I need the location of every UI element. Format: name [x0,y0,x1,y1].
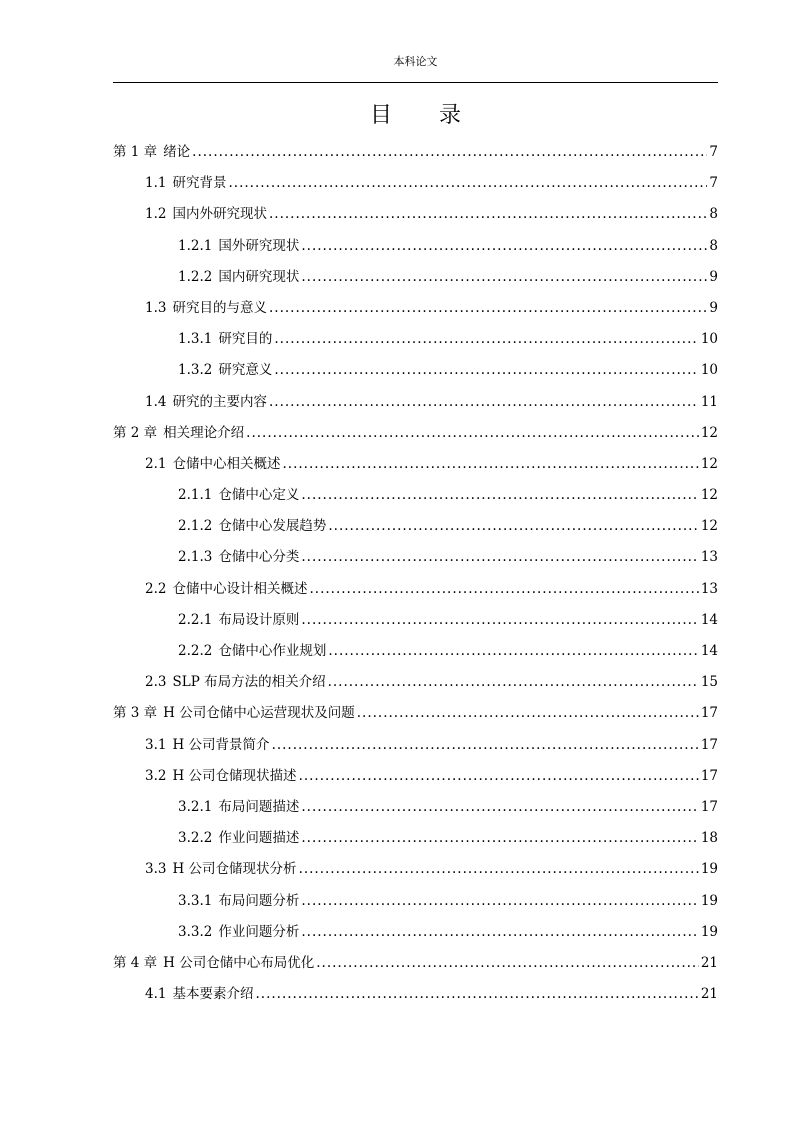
dot-leader [357,698,699,729]
toc-entry-page-number: 9 [709,299,718,316]
toc-entry-number: 2.1.1 [178,487,213,504]
toc-entry-title: SLP 布局方法的相关介绍 [172,674,326,691]
toc-entry-title: 绪论 [163,144,191,160]
toc-entry-title: 国内外研究现状 [172,206,267,223]
toc-entry-title: 研究目的 [218,331,273,348]
toc-entry-title: 布局设计原则 [218,611,300,628]
toc-entry-page-number: 21 [700,954,718,971]
toc-entry-title: 研究的主要内容 [172,393,267,410]
toc-entry-number: 3.3 [145,861,167,878]
dot-leader [328,636,698,667]
toc-entry-title: 基本要素介绍 [172,986,254,1003]
toc-title: 目 录 [370,103,481,128]
toc-entry-number: 3.2 [145,767,167,784]
dot-leader [301,231,707,262]
toc-entry-title: 国内研究现状 [218,268,300,285]
toc-entry-page-number: 12 [700,518,718,535]
toc-entry-page-number: 17 [700,736,718,753]
toc-entry-page-number: 15 [700,674,718,691]
toc-entry-title: H 公司仓储中心布局优化 [163,954,315,971]
toc-entry-number: 2.1 [145,455,167,472]
toc-entry-page-number: 8 [709,206,718,223]
toc-entry-title: H 公司背景简介 [172,736,270,753]
toc-entry[interactable] [113,449,718,480]
toc-entry-number: 第 2 章 [113,424,158,441]
toc-entry-number: 2.3 [145,674,167,691]
toc-entry-number: 第 3 章 [113,705,158,722]
toc-entry-number: 3.2.1 [178,798,213,815]
dot-leader [328,667,699,698]
dot-leader [192,137,707,168]
toc-entry-page-number: 19 [700,861,718,878]
toc-entry-number: 1.3.1 [178,331,213,348]
dot-leader [301,886,698,917]
toc-entry-number: 1.3.2 [178,362,213,379]
dot-leader [272,730,699,761]
toc-entry-page-number: 17 [700,798,718,815]
toc-entry[interactable] [113,542,718,573]
toc-entry[interactable] [113,854,718,885]
toc-entry-page-number: 10 [700,331,718,348]
header-text: 本科论文 [393,55,438,68]
toc-entry-page-number: 12 [700,424,718,441]
dot-leader [316,948,699,979]
toc-entry-title: 仓储中心定义 [218,487,300,504]
toc-entry-page-number: 8 [709,237,718,254]
toc-entry[interactable] [113,605,718,636]
toc-entry[interactable] [113,168,718,199]
page-header [113,52,718,83]
toc-entry[interactable] [113,324,718,355]
toc-entry-title: 研究意义 [218,362,273,379]
toc-entry[interactable] [113,948,718,979]
toc-entry-title: 相关理论介绍 [163,424,245,441]
toc-entry-title: 研究背景 [172,175,227,192]
toc-entry-page-number: 7 [709,144,718,160]
toc-entry-number: 2.1.2 [178,518,213,535]
dot-leader [269,293,707,324]
toc-entry-number: 3.1 [145,736,167,753]
toc-entry[interactable] [113,979,718,1010]
toc-entry-number: 2.2.1 [178,611,213,628]
toc-entry-title: 仓储中心设计相关概述 [172,580,308,597]
dot-leader [274,355,698,386]
toc-entry[interactable] [113,823,718,854]
toc-entry-title: H 公司仓储现状描述 [172,767,297,784]
toc-entry[interactable] [113,698,718,729]
toc-entry[interactable] [113,886,718,917]
toc-entry-page-number: 21 [700,986,718,1003]
toc-entry-number: 2.1.3 [178,549,213,566]
toc-entry[interactable] [113,730,718,761]
dot-leader [269,387,699,418]
toc-entry[interactable] [113,917,718,948]
toc-entry-number: 3.3.1 [178,892,213,909]
toc-entry[interactable] [113,418,718,449]
toc-entry-number: 第 1 章 [113,144,158,160]
toc-entry-number: 3.3.2 [178,923,213,940]
toc-entry-page-number: 10 [700,362,718,379]
toc-entry-number: 1.4 [145,393,167,410]
toc-entry-page-number: 17 [700,767,718,784]
toc-entry-page-number: 11 [700,393,718,410]
toc-entry-title: 仓储中心相关概述 [172,455,281,472]
toc-entry-page-number: 17 [700,705,718,722]
toc-entry-page-number: 19 [700,923,718,940]
dot-leader [282,449,698,480]
table-of-contents [113,137,718,1010]
dot-leader [255,979,698,1010]
toc-entry-page-number: 19 [700,892,718,909]
toc-entry-page-number: 13 [700,549,718,566]
dot-leader [309,574,698,605]
toc-entry[interactable] [113,387,718,418]
dot-leader [301,605,698,636]
toc-entry-number: 2.2.2 [178,643,213,659]
dot-leader [274,324,698,355]
toc-entry-number: 1.3 [145,299,167,316]
toc-entry[interactable] [113,792,718,823]
toc-entry-page-number: 18 [700,830,718,847]
toc-entry-title: 布局问题分析 [218,892,300,909]
toc-entry-number: 1.2.1 [178,237,213,254]
dot-leader [301,542,698,573]
toc-entry[interactable] [113,137,718,168]
toc-entry[interactable] [113,480,718,511]
toc-entry-page-number: 12 [700,487,718,504]
toc-entry-page-number: 7 [709,175,718,192]
toc-entry-page-number: 9 [709,268,718,285]
toc-entry[interactable] [113,511,718,542]
toc-entry[interactable] [113,293,718,324]
toc-entry-title: 研究目的与意义 [172,299,267,316]
toc-entry-title: 作业问题描述 [218,830,300,847]
dot-leader [246,418,699,449]
dot-leader [301,262,707,293]
toc-entry-title: H 公司仓储中心运营现状及问题 [163,705,355,722]
dot-leader [301,480,698,511]
toc-entry-title: H 公司仓储现状分析 [172,861,297,878]
dot-leader [301,917,698,948]
toc-entry-number: 第 4 章 [113,954,158,971]
toc-entry-title: 仓储中心作业规划 [218,643,327,659]
dot-leader [228,168,707,199]
toc-entry-number: 1.2.2 [178,268,213,285]
toc-entry-title: 作业问题分析 [218,923,300,940]
dot-leader [328,511,698,542]
toc-entry-page-number: 14 [700,643,718,659]
toc-entry-title: 仓储中心分类 [218,549,300,566]
dot-leader [299,761,699,792]
toc-entry[interactable] [113,667,718,698]
dot-leader [301,823,698,854]
toc-entry[interactable] [113,199,718,230]
toc-entry-number: 3.2.2 [178,830,213,847]
toc-entry-page-number: 12 [700,455,718,472]
toc-entry[interactable] [113,574,718,605]
toc-entry-title: 仓储中心发展趋势 [218,518,327,535]
toc-entry[interactable] [113,231,718,262]
dot-leader [269,199,707,230]
dot-leader [301,792,698,823]
toc-entry-title: 国外研究现状 [218,237,300,254]
toc-entry-number: 1.2 [145,206,167,223]
toc-entry-page-number: 13 [700,580,718,597]
toc-entry-page-number: 14 [700,611,718,628]
dot-leader [299,854,699,885]
toc-entry-number: 2.2 [145,580,167,597]
toc-entry-number: 4.1 [145,986,167,1003]
toc-entry-title: 布局问题描述 [218,798,300,815]
toc-entry-number: 1.1 [145,175,167,192]
toc-entry[interactable] [113,636,718,667]
toc-entry[interactable] [113,355,718,386]
toc-entry[interactable] [113,262,718,293]
toc-entry[interactable] [113,761,718,792]
